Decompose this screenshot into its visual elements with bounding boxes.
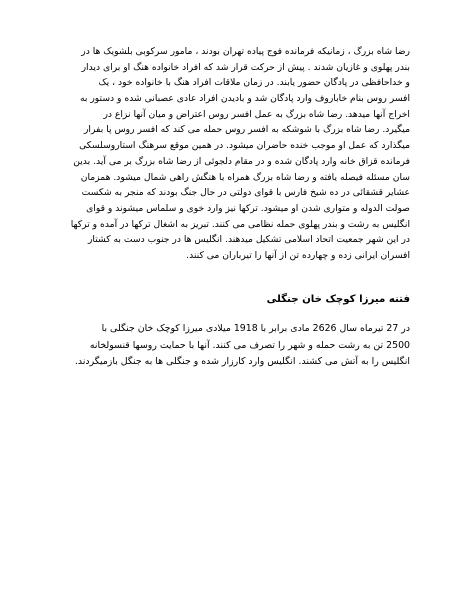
paragraph-line: و خداحافظی در پادگان حضور یابند. در زمان ملاقات افراد هنگ با خانواده خود ، یک: [98, 77, 410, 89]
paragraph-line: 2500 تن به رشت حمله و شهر را تصرف می کنند. آنها با حمایت روسها قنسولخانه: [89, 339, 410, 351]
paragraph-line: سان مسئله فیصله یافته و رضا شاه بزرگ همراه با هنگش راهی شمال میشود. همزمان: [80, 171, 410, 183]
paragraph-line: عشایر قشقائی در ده شیخ فارس با قوای دولتی در حال جنگ بودند که منجر به شکست: [81, 187, 410, 199]
body-paragraph-2: [58, 321, 410, 371]
paragraph-line: فرمانده قزاق خانه وارد پادگان شده و در مقام دلجوئی از رضا شاه بزرگ بر می آید. بدین: [73, 155, 410, 167]
paragraph-line: بندر پهلوی و غازیان شدند . پیش از حرکت قرار شد که افراد خانواده هنگ او برای دیدار: [81, 61, 410, 73]
paragraph-line: میگذارد که عمل او موجب خنده حاضران میشود. در همین موقع سرهنگ استاروسلسکی: [79, 140, 410, 152]
paragraph-line: افسر روس بنام خاباروف وارد پادگان شد و بادیدن افراد عادی عصبانی شده و دستور به: [79, 93, 410, 105]
section-heading: فتنه میرزا کوچک خان جنگلی: [266, 294, 410, 305]
body-paragraph-1: [58, 44, 410, 264]
paragraph-line: انگلیس به رشت و بندر پهلوی حمله نظامی می کنند. تبریز به اشغال ترکها در آمده و ترکها: [70, 218, 410, 230]
paragraph-line: میگیرد. رضا شاه بزرگ با شوشکه به افسر روس حمله می کند که افسر روس پا بفرار: [84, 124, 410, 136]
paragraph-line: در این شهر جمعیت اتحاد اسلامی تشکیل میدهند. انگلیس ها در جنوب دست به کشتار: [87, 234, 410, 246]
paragraph-line: صولت الدوله و متواری شدن او میشود. ترکها نیز وارد خوی و سلماس میشوند و قوای: [86, 202, 410, 214]
paragraph-line: در 27 تیرماه سال 2626 مادی برابر با 1918 میلادی میرزا کوچک خان جنگلی با: [101, 323, 410, 334]
paragraph-line: انگلیس را به آتش می کشند. انگلیس وارد کارزار شده و جنگلی ها به جنگل بازمیگردند.: [74, 356, 410, 367]
paragraph-line: اخراج آنها میدهد. رضا شاه بزرگ به عمل افسر روس اعتراض و میان آنها نزاع در: [103, 108, 410, 120]
paragraph-line: رضا شاه بزرگ ، زمانیکه فرمانده فوج پیاده تهران بودند ، مامور سرکوبی بلشویک ها در: [81, 46, 410, 57]
paragraph-line: افسران ایرانی زده و چهارده تن از آنها را تیرباران می کنند.: [186, 249, 410, 261]
